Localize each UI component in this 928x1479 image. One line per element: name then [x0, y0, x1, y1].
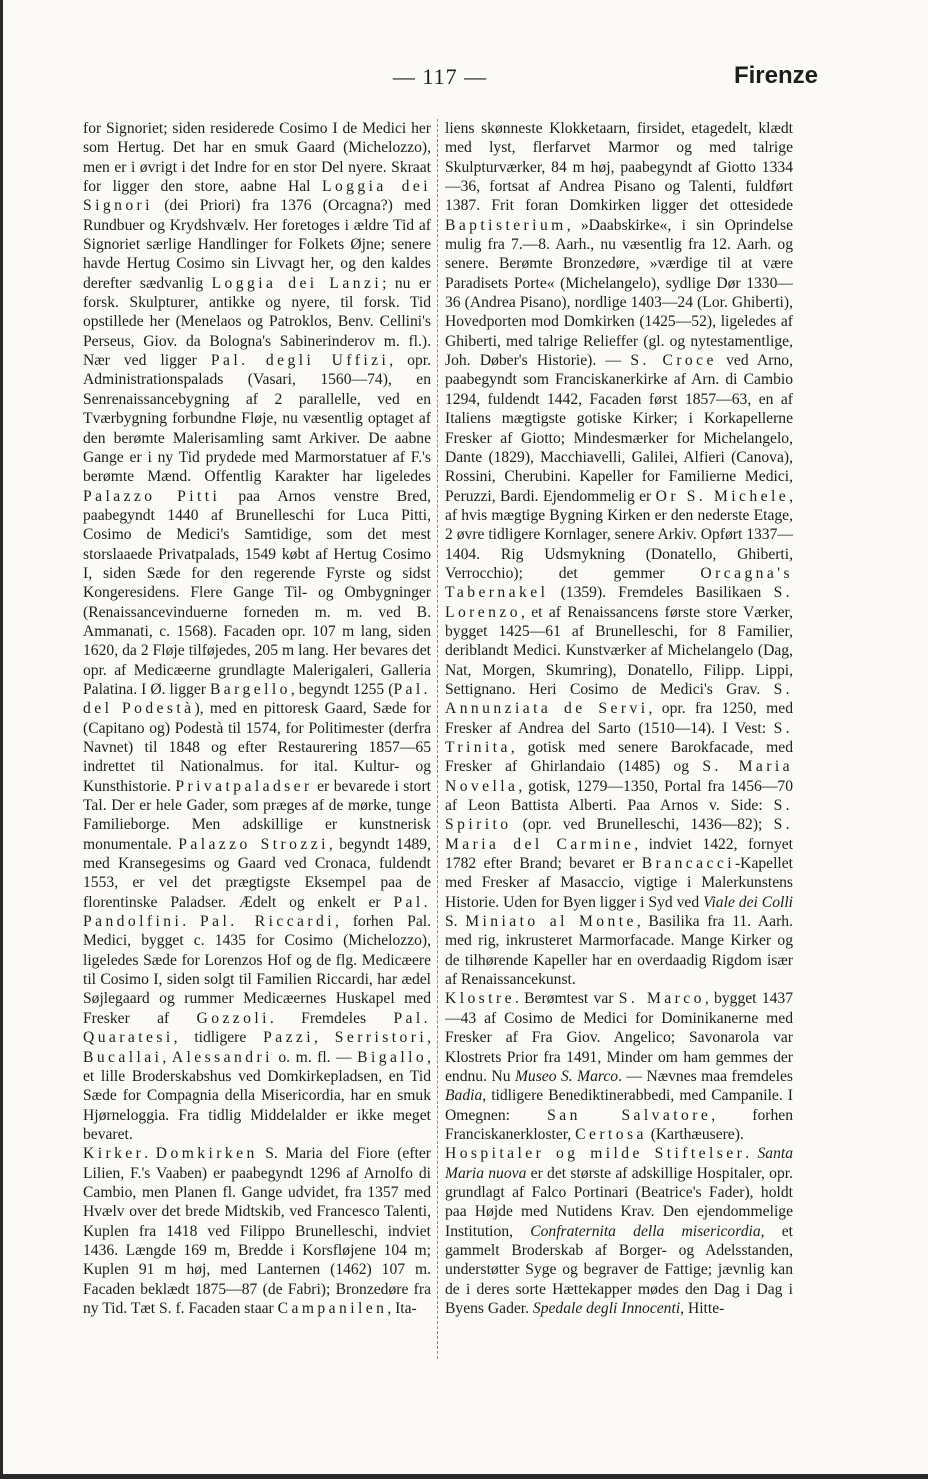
text-run: (Karthæusere). — [646, 1125, 744, 1143]
spaced-term: S. Croce — [630, 352, 717, 370]
spaced-term: Bucallai — [83, 1048, 163, 1066]
text-run: o. m. fl. — — [272, 1048, 358, 1066]
italic-term: Santa Maria nuova — [445, 1145, 793, 1182]
scan-edge-bottom — [0, 1474, 928, 1479]
text-run: , tidligere Benediktinerabbedi, med Campanile. I Omegnen: — [445, 1087, 793, 1124]
spaced-term: S. Lorenzo — [445, 584, 793, 621]
spaced-term: Bargello — [209, 680, 291, 698]
text-run: S. Maria del Fiore (efter Lilien, F.'s Vaaben) er paabegyndt 1296 af Arnolfo di Cambio, men Planen fl. Gange udvidet, fra 1357 med Hvælv over det brede Midtskib, ved Francesco Talenti, Kuplen fra 1418 ved Filippo Brunelleschi, indviet 1436. Længde 169 m, Bredde i Korsfløjene 104 m; Kuplen 91 m høj, med Lanternen (1462) 107 m. Facaden beklædt 1875—87 (de Fabri); Bronzedøre fra ny Tid. Tæt S. f. Facaden staar — [83, 1145, 431, 1317]
spaced-term: Bigallo — [357, 1048, 428, 1066]
spaced-term: Palazzo Strozzi — [178, 835, 329, 853]
spaced-term: Domkirken — [155, 1145, 258, 1163]
text-run: ; nu er forsk. Skulpturer, antikke og nyere, til forsk. Tid opstillede her (Menelaos og Patroklos, Benv. Cellini's Perseus, Giov. da Bologna's Sabinerinderov m. fl.). Nær ved ligger — [83, 274, 431, 370]
spaced-term: Baptisterium — [445, 216, 567, 234]
page-header — [0, 60, 928, 100]
spaced-term: Certosa — [575, 1125, 647, 1143]
text-run: , gotisk med senere Barokfacade, med Fresker af Ghirlandaio (1485) og — [445, 739, 793, 776]
right-column — [445, 119, 793, 1359]
text-run: , — [427, 1029, 431, 1047]
text-run: , et lille Broderskabshus ved Domkirkepladsen, en Tid Sæde for Compagnia della Misericordia, har en smuk Hjørneloggia. Fra tidlig Middelalder er ikke meget bevaret. — [83, 1048, 431, 1143]
paragraph — [83, 119, 431, 1144]
text-run: (opr. ved Brunelleschi, 1436—82); — [511, 816, 774, 834]
text-run: , gotisk, 1279—1350, Portal fra 1456—70 af Leon Battista Alberti. Paa Arnos v. Side: — [445, 777, 793, 815]
left-column — [83, 119, 431, 1359]
text-run: liens skønneste Klokketaarn, firsidet, etagedelt, klædt med lyst, flerfarvet Marmor og med talrige Skulpturværker, 84 m høj, paabegyndt af Giotto 1334—36, fortsat af Andrea Pisano og Talenti, fuldført 1387. Frit foran Domkirken ligger det ottesidede — [445, 120, 793, 215]
text-run: ), med en pittoresk Gaard, Sæde for (Capitano og) Podestà til 1574, for Politimester (derfra Navnet) til 1848 og efter Restaurering 1857—65 indrettet til Nationalmus. for ital. Kultur- og Kunsthistorie. — [83, 700, 431, 795]
page-number: — 117 — — [392, 64, 488, 89]
spaced-term: Hospitaler og milde Stiftelser — [445, 1145, 746, 1163]
spaced-term: Pal. degli Uffizi — [210, 352, 390, 370]
italic-term: Spedale degli Innocenti — [532, 1299, 681, 1317]
paragraph — [445, 119, 793, 989]
italic-term: Badia — [445, 1087, 483, 1105]
spaced-term: Campanilen — [277, 1299, 388, 1317]
spaced-term: Loggia dei Lanzi — [211, 274, 383, 292]
spaced-term: Palazzo Pitti — [83, 487, 221, 505]
spaced-term: S. Marco — [618, 990, 705, 1008]
text-run: , opr. fra 1250, med Fresker af Andrea del Sarto (1510—14). I Vest: — [445, 700, 793, 737]
text-run: , af hvis mægtige Bygning Kirken er den nederste Etage, 2 øvre tidligere Kornlager, senere Arkiv. Opført 1337—1404. Rig Udsmykning (Donatello, Ghiberti, Verrocchio); det gemmer — [445, 487, 793, 582]
text-run: , Hitte- — [680, 1299, 725, 1317]
italic-term: Confraternita della misericordia — [530, 1222, 761, 1240]
spaced-term: Kirker — [83, 1145, 145, 1163]
text-run: , et af Renaissancens første store Værker, bygget 1425—61 af Brunelleschi, for 8 Familier, deriblandt Medici. Kunstværker af Michelangelo (Dag, Nat, Morgen, Skumring), Donatello, Filipp. Lippi, Settignano. Heri Cosimo de Medici's Grav. — [445, 603, 793, 698]
text-run: paa Arnos venstre Bred, paabegyndt 1440 af Brunelleschi for Luca Pitti, Cosimo de Medici's Samtidige, som det mest storslaaede Privatpalads, 1549 købt af Hertug Cosimo I, siden Sæde for den regerende Fyrste og sidst Kongeresidens. Flere Gange Til- og Ombygninger (Renaissancevinduerne forneden m. m. ved B. Ammanati, c. 1568). Facaden opr. 107 m lang, siden 1620, da 2 Fløje tilføjedes, 205 m lang. Her bevares det opr. af Medicæerne grundlagte Malerigaleri, Galleria Palatina. I Ø. ligger — [83, 487, 431, 698]
text-run: . — [182, 913, 200, 931]
text-run: -Kapellet med Fresker af Masaccio, vigtige i Malerkunstens Historie. Uden for Byen ligger i Syd ved — [445, 855, 793, 911]
text-run: , forhen Pal. Medici, bygget c. 1435 for Cosimo (Michelozzo), ligeledes Sæde for Lorenzos Hof og de flg. Medicæere til Cosimo I, siden solgt til Familien Riccardi, har ædel Søjlegaard og rummer Medicæernes Huskapel med Fresker af — [83, 913, 431, 1027]
scan-edge-left — [0, 0, 3, 1479]
text-run: , bygget 1437—43 af Cosimo de Medici for Dominikanerne med Fresker af Fra Giov. Angelico; Savonarola var Klostrets Prior fra 1491, Minder om ham gemmes der endnu. Nu — [445, 990, 793, 1085]
spaced-term: S. Maria Novella — [445, 758, 793, 795]
text-run: , opr. Administrationspalads (Vasari, 1560—74), en Senrenaissancebygning af 2 parallelle, ved en Tværbygning forbundne Fløje, nu væsentlig optaget af den berømte Malerisamling samt Arkiver. De aabne Gange er i ny Tid prydede med Marmorstatuer af F.'s berømte Mænd. Offentlig Karakter har ligeledes — [83, 352, 431, 486]
text-run: er bevarede i stort Tal. Der er hele Gader, som præges af de mørke, tunge Familieborge. Men adskillige er kunstnerisk monumentale. — [83, 777, 431, 853]
spaced-term: Pal. del Podestà — [83, 680, 431, 718]
text-run: , Basilika fra 11. Aarh. med rig, inkrusteret Marmorfacade. Mange Kirker og de tilhørende Kapeller har en overdaadig Rigdom især af Renaissancekunst. — [445, 913, 793, 989]
text-run: , indviet 1422, fornyet 1782 efter Brand; bevaret er — [445, 835, 793, 873]
text-run: , tidligere — [173, 1029, 264, 1047]
paragraph — [445, 989, 793, 1144]
paragraph — [83, 1144, 431, 1318]
spaced-term: Pazzi — [263, 1029, 315, 1047]
paragraph — [445, 1144, 793, 1318]
spaced-term: Miniato al Monte — [465, 913, 637, 931]
spaced-term: Or S. Michele — [655, 487, 790, 505]
text-run: , begyndt 1489, med Kransegesims og Gaard ved Cronaca, fuldendt 1553, er vel det prægtigste Eksempel paa de florentinske Paladser. Ædelt og enkelt er — [83, 835, 431, 911]
text-run: , begyndt 1255 ( — [290, 680, 394, 698]
text-run: , forhen Franciskanerkloster, — [445, 1106, 793, 1143]
text-run: for Signoriet; siden residerede Cosimo I de Medici her som Hertug. Det har en smuk Gaard (Michelozzo), men er i øvrigt i det Indre for en stor Del nyere. Skraat for ligger den store, aabne Hal — [83, 120, 431, 196]
spaced-term: Brancacci — [641, 855, 735, 873]
text-run: , »Daabskirke«, i sin Oprindelse mulig fra 7.—8. Aarh., nu væsentlig fra 12. Aarh. og senere. Berømte Bronzedøre, »værdige til at være Paradisets Porte« (Michelangelo), sydlige Dør 1330—36 (Andrea Pisano), nordlige 1403—24 (Lor. Ghiberti), Hovedporten mod Domkirken (1425—52), ligeledes af Ghiberti, med talrige Relieffer (gl. og nytestamentlige, Joh. Døber's Historie). — — [445, 216, 793, 370]
text-run: S. — [445, 913, 466, 931]
text-run: , — [162, 1048, 172, 1066]
text-run: , Ita- — [387, 1299, 417, 1317]
spaced-term: Privatpaladser — [175, 777, 313, 795]
spaced-term: San Salvatore — [547, 1106, 712, 1124]
text-run: . — Nævnes maa fremdeles — [618, 1067, 793, 1085]
spaced-term: Orcagna's Tabernakel — [445, 564, 793, 602]
spaced-term: Gozzoli — [196, 1009, 270, 1027]
text-run: , et gammelt Broderskab af Borger- og Adelsstanden, understøtter Syge og begraver de Fattige; jævnlig kan de i deres sorte Hættekapper mødes den Dag i Dag i Byens Gader. — [445, 1222, 793, 1317]
spaced-term: Serristori — [334, 1029, 428, 1047]
spaced-term: Pal. Quaratesi — [83, 1009, 431, 1047]
text-run: . Fremdeles — [269, 1009, 394, 1027]
italic-term: Museo S. Marco — [514, 1067, 619, 1085]
text-run: er det største af adskillige Hospitaler, opr. grundlagt af Falco Portinari (Beatrice's Fader), holdt paa Højde med Nutidens Krav. Den ejendommelige Institution, — [445, 1164, 793, 1240]
spaced-term: S. Annunziata de Servi — [445, 680, 793, 718]
text-run: ved Arno, paabegyndt som Franciskanerkirke af Arn. di Cambio 1294, fuldendt 1442, Facaden først 1857—63, en af Italiens mægtigste gotiske Kirker; i Korkapellerne Fresker af Giotto; Mindesmærker for Michelangelo, Dante (1829), Macchiavelli, Galilei, Alfieri (Canova), Rossini, Cherubini. Kapeller for Familierne Medici, Peruzzi, Bardi. Ejendommelig er — [445, 352, 793, 505]
spaced-term: Pal. Pandolfini — [83, 893, 431, 931]
spaced-term: Pal. Riccardi — [199, 913, 336, 931]
spaced-term: S. Spirito — [445, 797, 793, 834]
spaced-term: S. Trinita — [445, 719, 793, 756]
text-run: (dei Priori) fra 1376 (Orcagna?) med Rundbuer og Krydshvælv. Her foretoges i ældre Tid af Signoriet særlige Handlinger for Folkets Øjne; senere havde Hertug Cosimo sin Livvagt her, og den kaldes derefter sædvanlig — [83, 197, 431, 292]
italic-term: Viale dei Colli — [703, 893, 793, 911]
text-run: . — [144, 1145, 156, 1163]
spaced-term: Alessandri — [171, 1048, 273, 1066]
text-run: . Berømtest var — [514, 990, 619, 1008]
spaced-term: S. Maria del Carmine — [445, 816, 793, 853]
text-run: . — [745, 1145, 758, 1163]
spaced-term: Klostre — [445, 990, 515, 1008]
running-head: Firenze — [733, 62, 818, 89]
column-divider — [437, 119, 438, 1359]
spaced-term: Loggia dei Signori — [83, 178, 431, 215]
text-run: (1359). Fremdeles Basilikaen — [548, 584, 774, 602]
text-run: , — [314, 1029, 335, 1047]
